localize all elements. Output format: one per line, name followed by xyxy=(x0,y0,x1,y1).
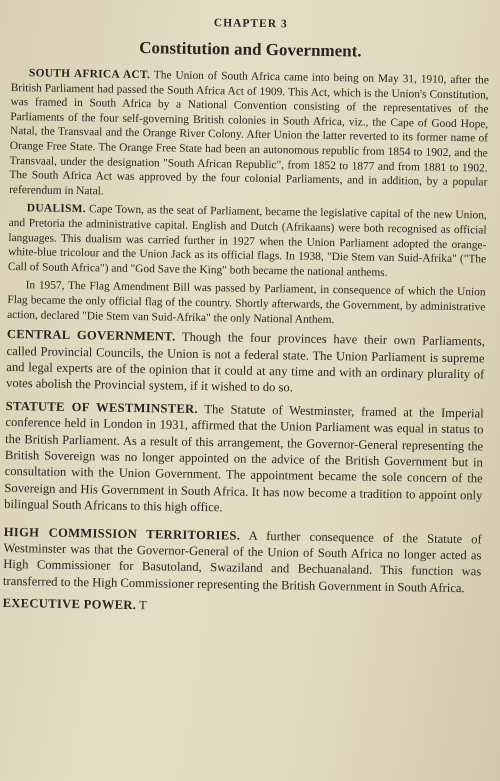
section-text: Cape Town, as the seat of Parliament, became the legislative capital of the new Union, and Pretoria the administrative capital. English and Dutch (Afrikaans) were both recognised as official languages. This dualism was carried further in 1927 when the Union Parliament adopted the orange-white-blue tricolour and the Union Jack as its official flags. In 1938, "Die Stem van Suid-Afrika" ("The Call of South Africa") and "God Save the King" both became the national anthems. xyxy=(7,203,487,279)
section-high-commission-territories xyxy=(3,523,482,596)
section-text: The Union of South Africa came into being on May 31, 1910, after the British Parliament had passed the South Africa Act of 1909. This Act, which is the Union's Constitution, was framed in South Africa by a National Convention consisting of the representatives of the Parliaments of the four self-governing British colonies in South Africa, viz., the Cape of Good Hope, Natal, the Transvaal and the Orange River Colony. After Union the latter reverted to its former name of Orange Free State. The Orange Free State had been an autonomous republic from 1854 to 1902, and the Transvaal, under the designation "South African Republic", from 1852 to 1877 and from 1881 to 1902. The South Africa Act was approved by the four colonial Parliaments, and in addition, by a popular referendum in Natal. xyxy=(9,69,490,198)
section-central-government xyxy=(6,326,485,399)
chapter-title: Constitution and Government. xyxy=(139,38,362,61)
section-heading: SOUTH AFRICA ACT. xyxy=(28,67,151,82)
section-executive-power xyxy=(3,595,481,619)
section-south-africa-act xyxy=(9,66,489,205)
section-dualism xyxy=(8,201,487,281)
section-statute-of-westminster xyxy=(4,398,484,520)
section-text: A further consequence of the Statute of Westminster was that the Governor-General of the Union of South Africa no longer acted as High Commissioner for Basutoland, Swaziland and Bechuanaland. This function was transferred to the High Commissioner representing the British Government in South Africa. xyxy=(2,528,482,595)
chapter-label: CHAPTER 3 xyxy=(213,17,288,31)
section-heading: EXECUTIVE POWER. xyxy=(2,596,137,613)
section-text: In 1957, The Flag Amendment Bill was passed by Parliament, in consequence of which the Union Flag became the only official flag of the country. Shortly afterwards, the Government, by administrative action, declared "Die Stem van Suid-Afrika" the only National Anthem. xyxy=(7,279,486,326)
section-heading: STATUTE OF WESTMINSTER. xyxy=(5,398,199,416)
section-text: T xyxy=(139,598,147,613)
section-heading: DUALISM. xyxy=(26,202,86,216)
section-flag-amendment xyxy=(7,278,486,329)
section-text: The Statute of Westminster, framed at the Imperial conference held in London in 1931, affirmed that the Union Parliament was equal in status to the British Parliament. As a result of this arrangement, the Governor-General representing the British Sovereign was no longer appointed on the advice of the British Government but in consultation with the Union Government. The appointment became the sole concern of the Sovereign and His Government in South Africa. It has now become a tradition to appoint only bilingual South Africans to this high office. xyxy=(4,401,484,515)
page-content xyxy=(2,8,490,625)
section-heading: CENTRAL GOVERNMENT. xyxy=(6,327,176,344)
section-text: Though the four provinces have their own Parliaments, called Provincial Councils, the Union is not a federal state. The Union Parliament is supreme and legal experts are of the opinion that it could at any time and with an ordinary plurality of votes abolish the Provincial system, if it wished to do so. xyxy=(5,329,485,395)
section-heading: HIGH COMMISSION TERRITORIES. xyxy=(3,524,241,543)
